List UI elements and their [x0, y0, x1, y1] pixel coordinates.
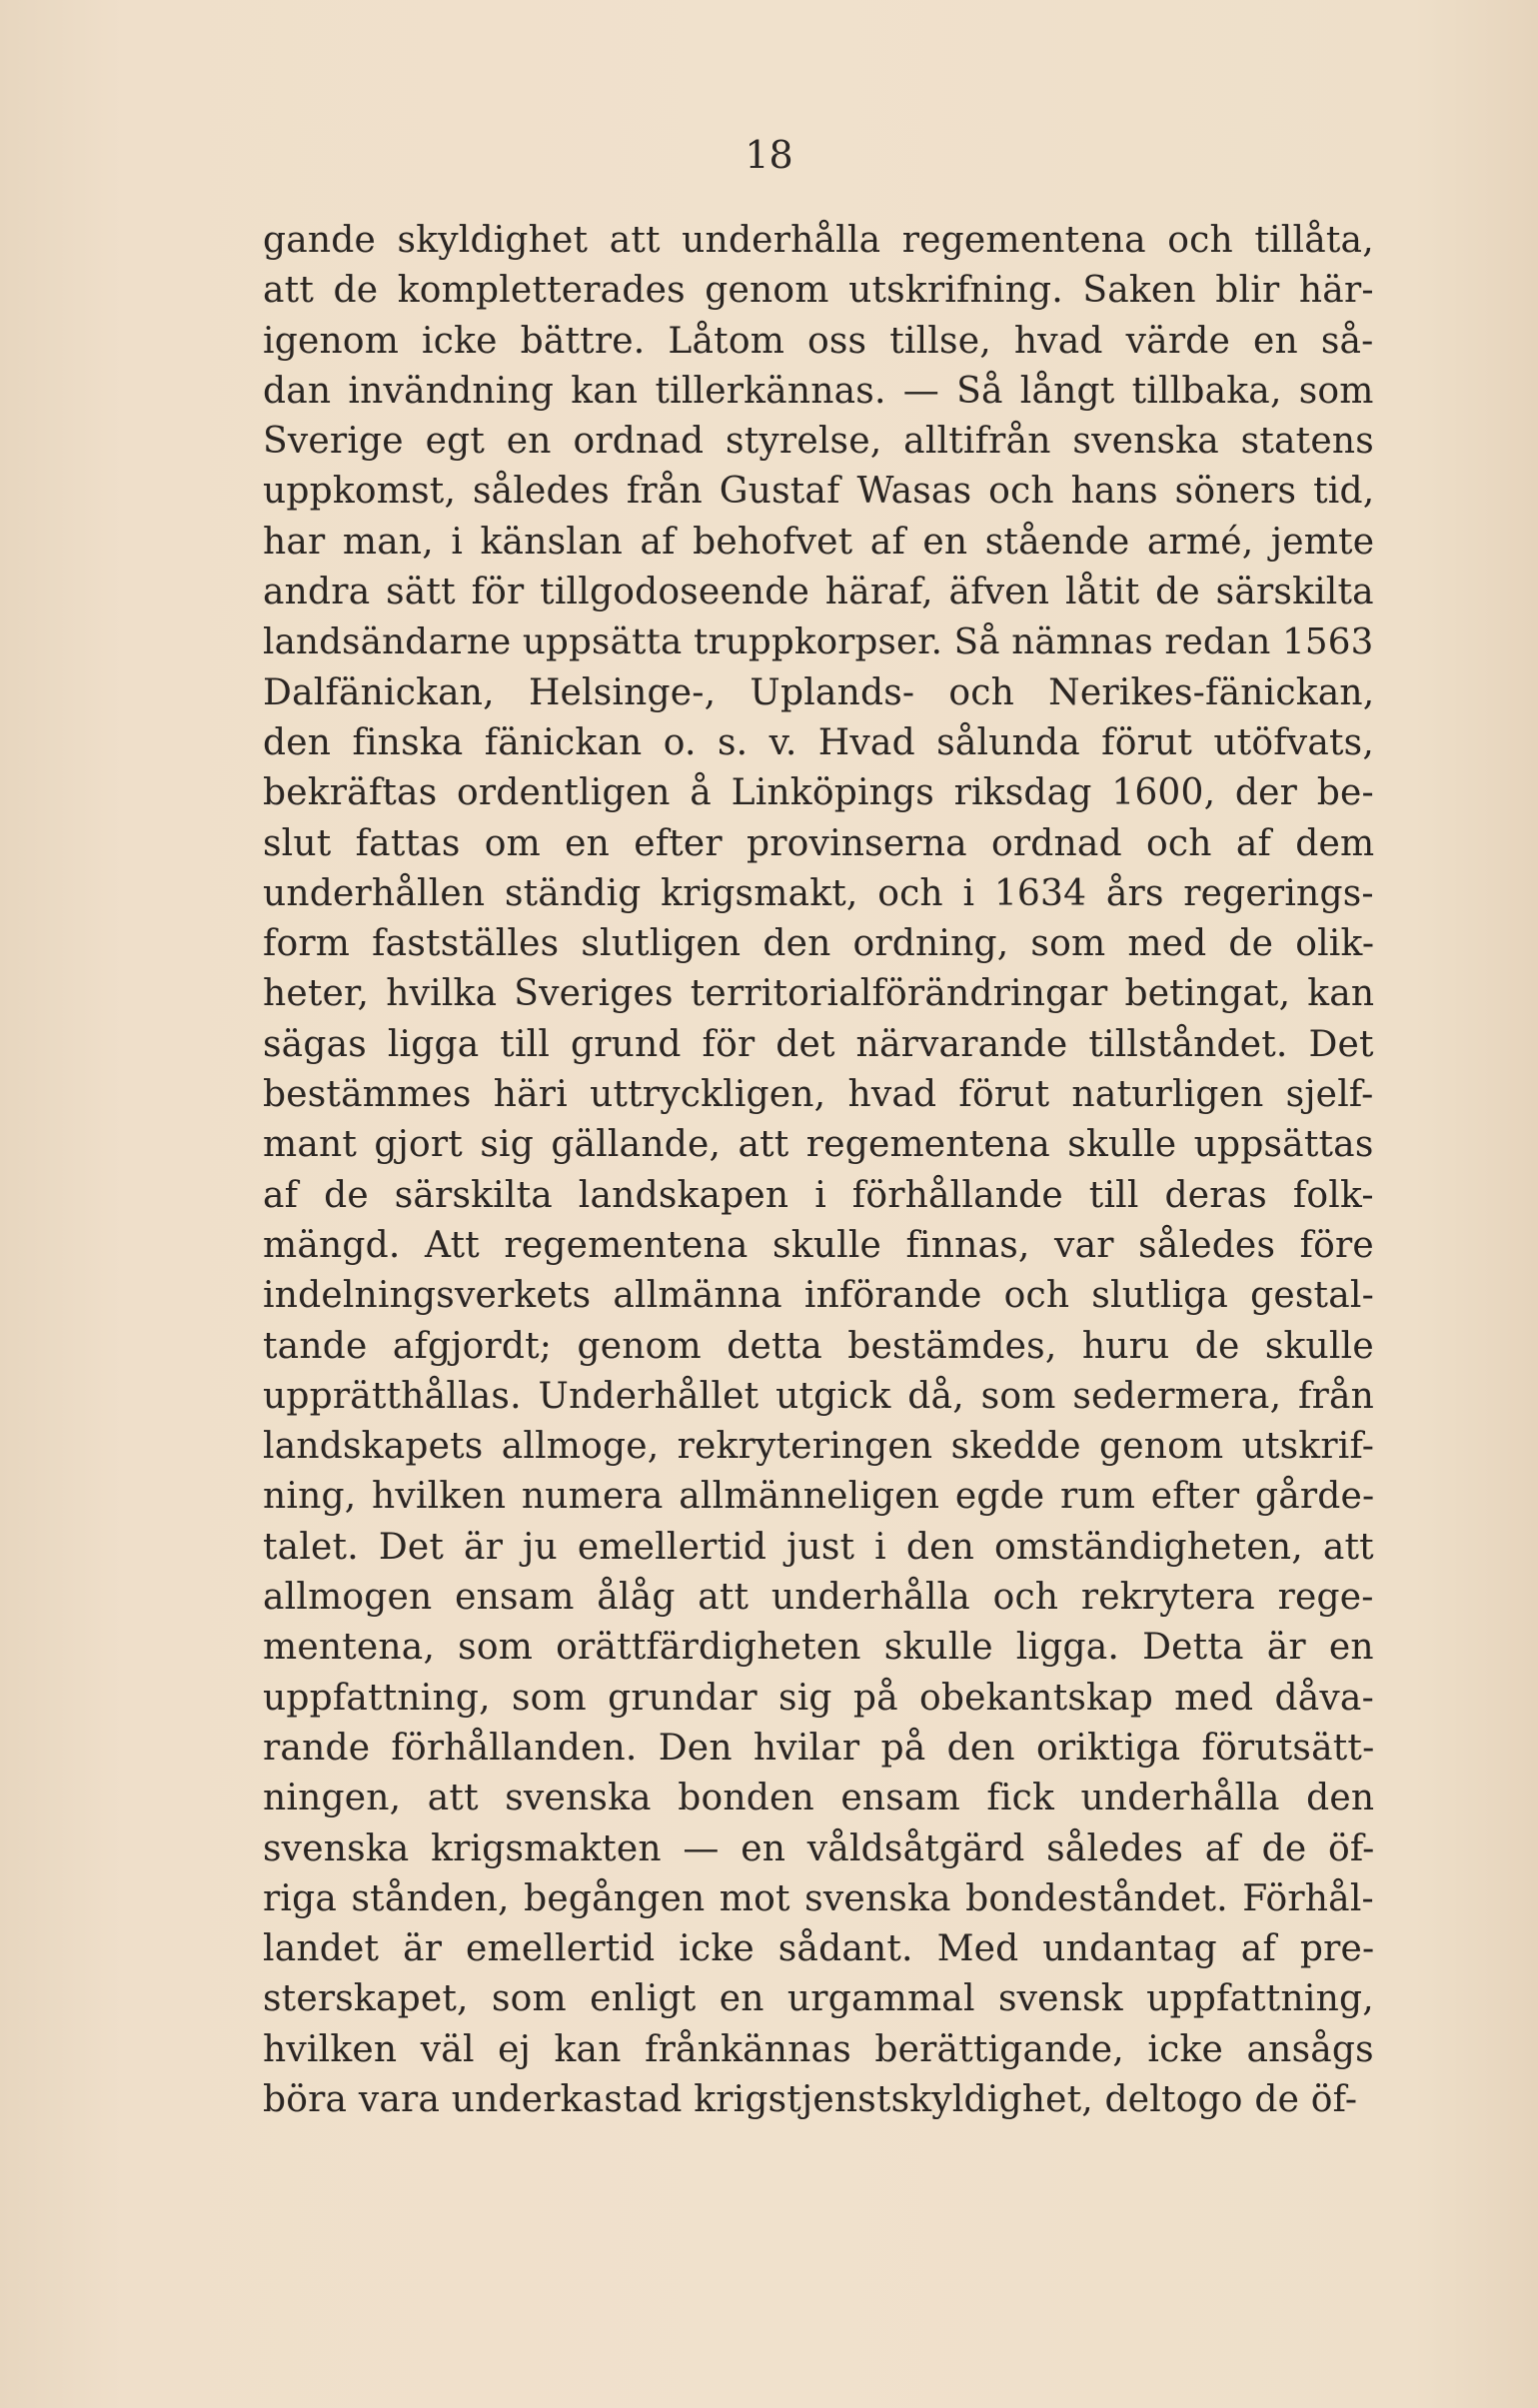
text-line: landsändarne uppsätta truppkorpser. Så nämnas redan 1563: [263, 621, 1374, 663]
text-line: Sverige egt en ordnad styrelse, alltifrån svenska statens: [263, 421, 1374, 463]
text-line: upprätthållas. Underhållet utgick då, som sedermera, från: [263, 1375, 1375, 1417]
text-line: att de kompletterades genom utskrifning. Saken blir här-: [263, 270, 1374, 312]
text-line: uppkomst, således från Gustaf Wasas och hans söners tid,: [263, 471, 1375, 513]
text-line: mant gjort sig gällande, att regementena skulle uppsättas: [263, 1124, 1374, 1166]
text-line: bestämmes häri uttryckligen, hvad förut naturligen sjelf-: [263, 1074, 1374, 1116]
text-line: igenom icke bättre. Låtom oss tillse, hvad värde en så-: [263, 320, 1374, 362]
text-line: mentena, som orättfärdigheten skulle ligga. Detta är en: [263, 1627, 1374, 1669]
text-line: talet. Det är ju emellertid just i den omständigheten, att: [263, 1526, 1374, 1568]
text-line: sterskapet, som enligt en urgammal svensk uppfattning,: [263, 1978, 1374, 2020]
text-line: form fastställes slutligen den ordning, som med de olik-: [263, 923, 1375, 965]
text-line: landet är emellertid icke sådant. Med undantag af pre-: [263, 1928, 1375, 1970]
text-line: gande skyldighet att underhålla regementena och tillåta,: [263, 220, 1374, 261]
text-line: hvilken väl ej kan frånkännas berättigande, icke ansågs: [263, 2028, 1374, 2070]
text-line: svenska krigsmakten — en våldsåtgärd således af de öf-: [263, 1827, 1375, 1869]
text-line: den finska fänickan o. s. v. Hvad sålunda förut utöfvats,: [263, 721, 1374, 763]
text-line: dan invändning kan tillerkännas. — Så långt tillbaka, som: [263, 370, 1374, 412]
text-line: af de särskilta landskapen i förhållande till deras folk-: [263, 1174, 1374, 1216]
text-line: andra sätt för tillgodoseende häraf, äfven låtit de särskilta: [263, 572, 1374, 613]
text-line: ningen, att svenska bonden ensam fick underhålla den: [263, 1778, 1375, 1819]
text-line: tande afgjordt; genom detta bestämdes, huru de skulle: [263, 1325, 1374, 1367]
text-line: uppfattning, som grundar sig på obekantskap med dåva-: [263, 1677, 1374, 1719]
text-line: sägas ligga till grund för det närvarande tillståndet. Det: [263, 1023, 1374, 1065]
text-line: allmogen ensam ålåg att underhålla och rekrytera rege-: [263, 1577, 1374, 1619]
text-line: slut fattas om en efter provinserna ordnad och af dem: [263, 822, 1375, 864]
text-line: rande förhållanden. Den hvilar på den oriktiga förutsätt-: [263, 1727, 1375, 1769]
text-line: riga stånden, begången mot svenska bondeståndet. Förhål-: [263, 1877, 1374, 1919]
text-line: heter, hvilka Sveriges territorialförändringar betingat, kan: [263, 973, 1375, 1015]
body-text: [263, 216, 1374, 2125]
text-line: indelningsverkets allmänna införande och slutliga gestal-: [263, 1275, 1374, 1317]
text-line: ning, hvilken numera allmänneligen egde rum efter gårde-: [263, 1476, 1375, 1518]
text-line: bekräftas ordentligen å Linköpings riksdag 1600, der be-: [263, 772, 1374, 814]
text-line: Dalfänickan, Helsinge-, Uplands- och Nerikes-fänickan,: [263, 671, 1375, 713]
text-line: landskapets allmoge, rekryteringen skedde genom utskrif-: [263, 1426, 1375, 1468]
text-line: böra vara underkastad krigstjenstskyldighet, deltogo de öf-: [263, 2078, 1358, 2120]
text-line: mängd. Att regementena skulle finnas, var således före: [263, 1224, 1374, 1266]
text-line: har man, i känslan af behofvet af en stående armé, jemte: [263, 521, 1375, 563]
page-number: 18: [745, 133, 793, 177]
text-line: underhållen ständig krigsmakt, och i 1634 års regerings-: [263, 872, 1374, 914]
